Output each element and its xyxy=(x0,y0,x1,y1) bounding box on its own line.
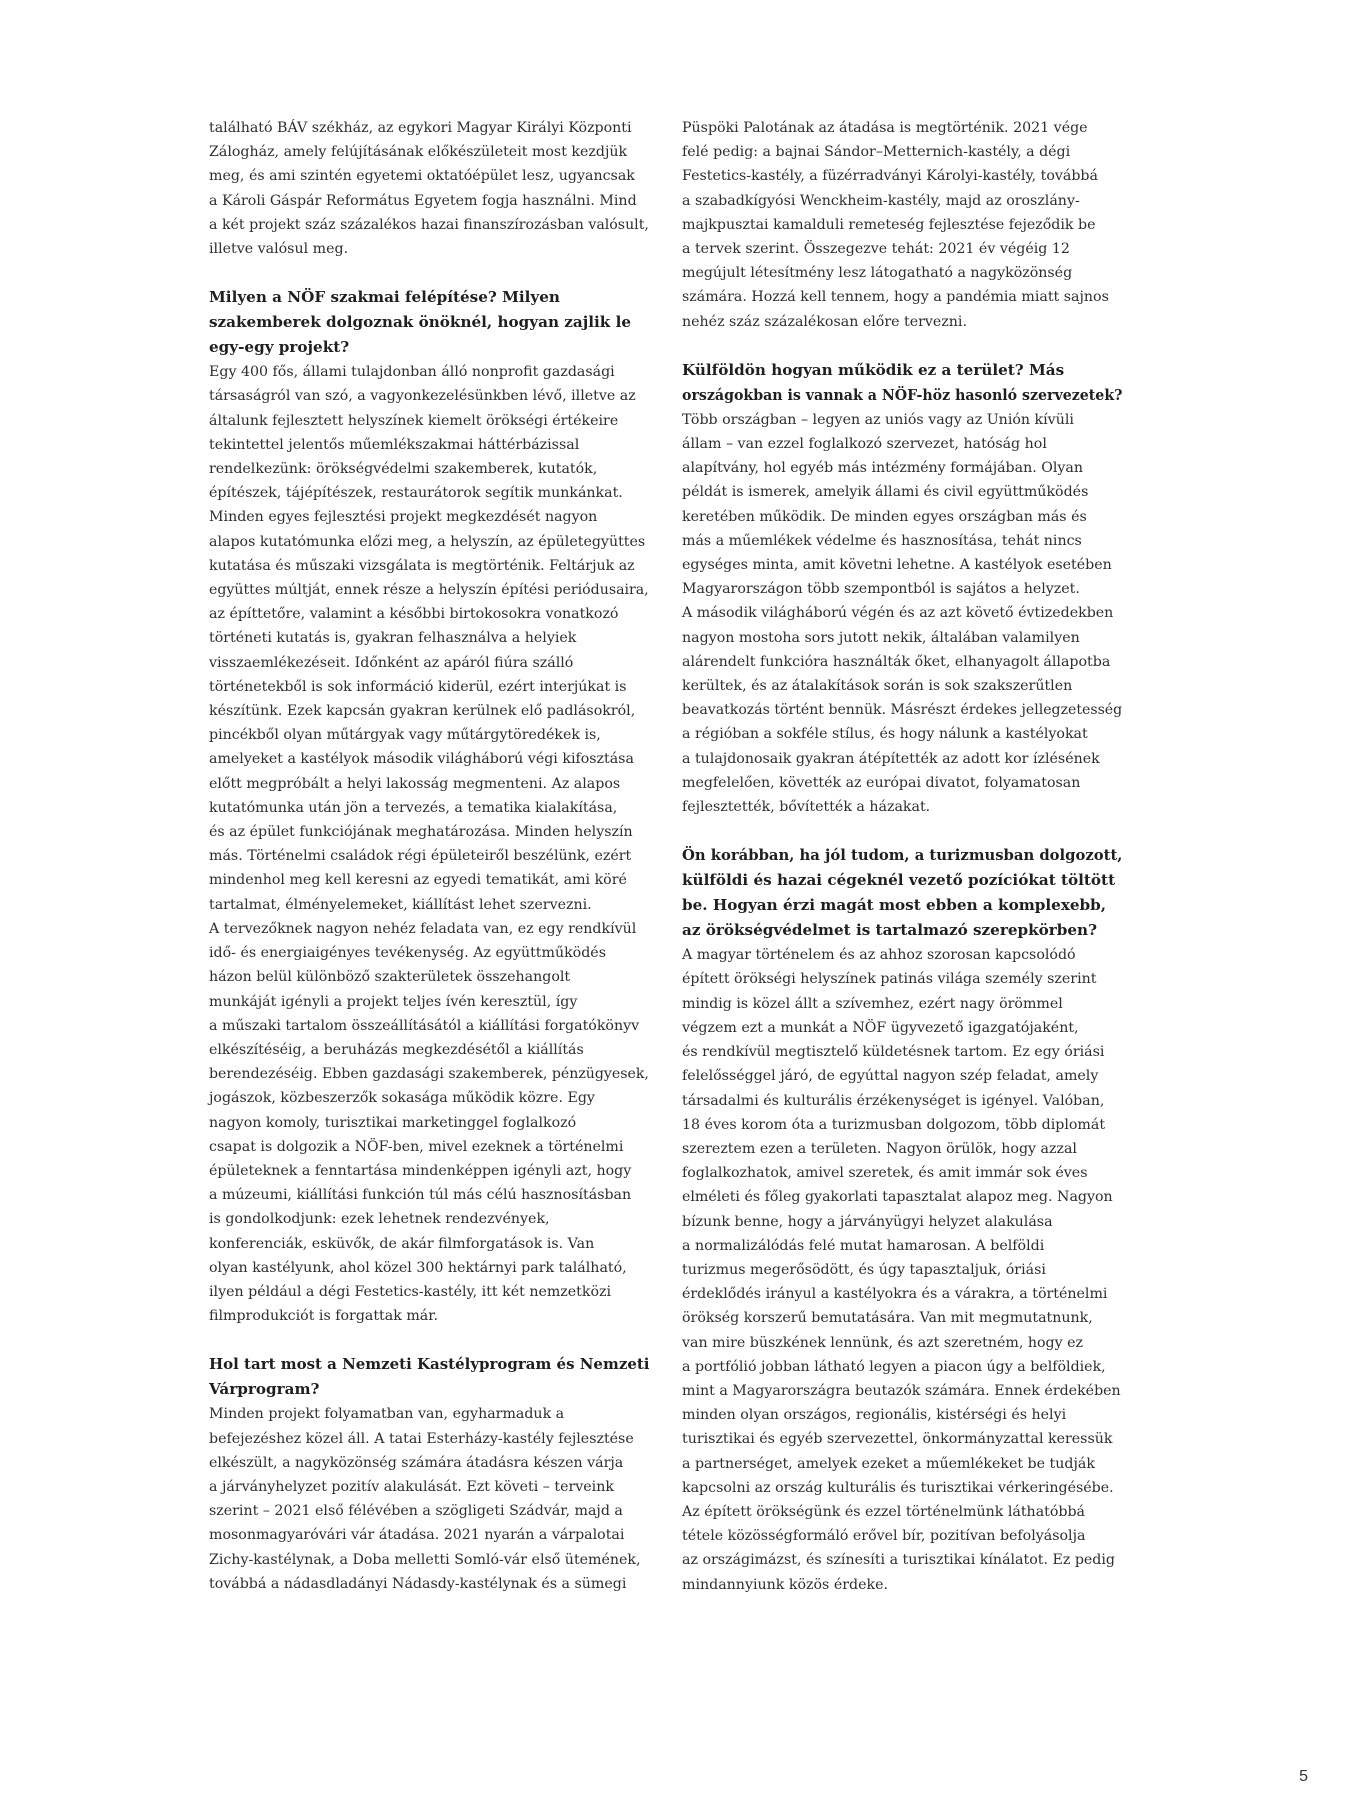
text-line: érdeklődés irányul a kastélyokra és a várakra, a történelmi xyxy=(682,1286,1108,1303)
text-line: Püspöki Palotának az átadása is megtörténik. 2021 vége xyxy=(682,120,1088,136)
text-line: együttes múltját, ennek része a helyszín építési periódusaira, xyxy=(209,582,649,599)
text-line: visszaemlékezéseit. Időnként az apáról fiúra szálló xyxy=(209,654,574,671)
text-line: idő- és energiaigényes tevékenység. Az együttműködés xyxy=(209,945,606,962)
text-line: más. Történelmi családok régi épületeiről beszélünk, ezért xyxy=(209,848,632,865)
text-line: be. Hogyan érzi magát most ebben a komplexebb, xyxy=(682,896,1107,915)
text-line: szerint – 2021 első félévében a szögligeti Szádvár, majd a xyxy=(209,1503,623,1520)
text-line: Zálogház, amely felújításának előkészületeit most kezdjük xyxy=(209,144,628,161)
intro-paragraph xyxy=(209,116,649,261)
text-line: mindannyiunk közös érdeke. xyxy=(682,1576,888,1593)
text-line: továbbá a nádasdladányi Nádasdy-kastélynak és a sümegi xyxy=(209,1575,627,1592)
text-line: A tervezőknek nagyon nehéz feladata van, ez egy rendkívül xyxy=(209,920,637,937)
text-line: konferenciák, esküvők, de akár filmforgatások is. Van xyxy=(209,1235,595,1252)
text-line: turisztikai és egyéb szervezettel, önkormányzattal keressük xyxy=(682,1431,1113,1448)
text-line: Zichy-kastélynak, a Doba melletti Somló-vár első ütemének, xyxy=(209,1551,641,1568)
text-line: Egy 400 fős, állami tulajdonban álló nonprofit gazdasági xyxy=(209,364,615,381)
text-line: Hol tart most a Nemzeti Kastélyprogram és Nemzeti xyxy=(209,1355,650,1374)
text-line: állam – van ezzel foglalkozó szervezet, hatóság hol xyxy=(682,436,1047,453)
text-line: A második világháború végén és az azt követő évtizedekben xyxy=(682,605,1114,622)
text-line: felé pedig: a bajnai Sándor–Metternich-kastély, a dégi xyxy=(682,144,1071,161)
answer-tourism-role xyxy=(682,943,1122,1596)
text-line: épített örökségi helyszínek patinás világa személy szerint xyxy=(682,971,1097,988)
text-line: csapat is dolgozik a NÖF-ben, mivel ezeknek a történelmi xyxy=(209,1138,624,1155)
answer-castle-program xyxy=(209,1402,649,1596)
text-line: illetve valósul meg. xyxy=(209,241,349,258)
spacer xyxy=(682,334,1122,358)
text-line: elméleti és főleg gyakorlati tapasztalat alapoz meg. Nagyon xyxy=(682,1189,1113,1206)
text-line: az építtetőre, valamint a későbbi birtokosokra vonatkozó xyxy=(209,606,619,623)
text-line: általunk fejlesztett helyszínek kiemelt örökségi értékeire xyxy=(209,412,619,429)
text-line: nehéz száz százalékosan előre tervezni. xyxy=(682,313,967,330)
text-line: alapítvány, hol egyéb más intézmény formájában. Olyan xyxy=(682,460,1084,477)
text-line: a szabadkígyósi Wenckheim-kastély, majd az oroszlány- xyxy=(682,192,1080,209)
text-line: egységes minta, amit követni lehetne. A kastélyok esetében xyxy=(682,557,1112,574)
text-line: számára. Hozzá kell tennem, hogy a pandémia miatt sajnos xyxy=(682,289,1109,306)
left-column xyxy=(209,116,649,1596)
question-tourism-role xyxy=(682,843,1122,943)
text-line: a műszaki tartalom összeállításától a kiállítási forgatókönyv xyxy=(209,1017,640,1034)
text-line: pincékből olyan műtárgyak vagy műtárgytöredékek is, xyxy=(209,727,601,744)
text-line: és rendkívül megtisztelő küldetésnek tartom. Ez egy óriási xyxy=(682,1044,1105,1061)
text-line: mindenhol meg kell keresni az egyedi tematikát, ami köré xyxy=(209,872,627,889)
text-line: megújult létesítmény lesz látogatható a nagyközönség xyxy=(682,265,1073,282)
text-line: Minden egyes fejlesztési projekt megkezdését nagyon xyxy=(209,509,598,526)
text-line: Külföldön hogyan működik ez a terület? Más xyxy=(682,360,1065,379)
text-line: kapcsolni az ország kulturális és turisztikai vérkeringésébe. xyxy=(682,1479,1114,1496)
text-line: minden olyan országos, regionális, kistérségi és helyi xyxy=(682,1407,1067,1424)
text-line: mindig is közel állt a szívemhez, ezért nagy örömmel xyxy=(682,995,1063,1012)
page-number: 5 xyxy=(1299,1768,1308,1785)
text-line: nagyon komoly, turisztikai marketinggel foglalkozó xyxy=(209,1114,577,1131)
text-line: a Károli Gáspár Református Egyetem fogja használni. Mind xyxy=(209,192,637,209)
text-line: készítünk. Ezek kapcsán gyakran kerülnek elő padlásokról, xyxy=(209,703,636,720)
text-line: alárendelt funkcióra használták őket, elhanyagolt állapotba xyxy=(682,653,1111,670)
text-line: Az épített örökségünk és ezzel történelmünk láthatóbbá xyxy=(682,1503,1086,1520)
text-line: megfelelően, követték az európai divatot, folyamatosan xyxy=(682,774,1081,791)
text-line: szakemberek dolgoznak önöknél, hogyan zajlik le xyxy=(209,313,632,332)
text-line: a portfólió jobban látható legyen a piacon úgy a belföldiek, xyxy=(682,1358,1106,1375)
text-line: Több országban – legyen az uniós vagy az Unión kívüli xyxy=(682,411,1074,428)
spacer xyxy=(209,261,649,285)
text-line: épületeknek a fenntartása mindenképpen igényli azt, hogy xyxy=(209,1162,632,1179)
text-line: társaságról van szó, a vagyonkezelésünkben lévő, illetve az xyxy=(209,388,636,405)
text-line: munkáját igényli a projekt teljes ívén keresztül, így xyxy=(209,993,578,1010)
text-line: Várprogram? xyxy=(209,1380,320,1399)
text-line: örökség korszerű bemutatására. Van mit megmutatnunk, xyxy=(682,1310,1093,1327)
question-abroad xyxy=(682,358,1122,408)
text-line: végzem ezt a munkát a NÖF ügyvezető igazgatójaként, xyxy=(682,1019,1079,1036)
text-line: a múzeumi, kiállítási funkción túl más célú hasznosításban xyxy=(209,1187,632,1204)
text-line: Milyen a NÖF szakmai felépítése? Milyen xyxy=(209,288,560,307)
text-line: nagyon mostoha sors jutott nekik, általában valamilyen xyxy=(682,629,1080,646)
text-line: beavatkozás történt bennük. Másrészt érdekes jellegzetesség xyxy=(682,702,1123,719)
text-line: a régióban a sokféle stílus, és hogy nálunk a kastélyokat xyxy=(682,726,1088,743)
answer-noef-structure xyxy=(209,360,649,1328)
continued-paragraph xyxy=(682,116,1122,334)
text-line: történeti kutatás is, gyakran felhasználva a helyiek xyxy=(209,630,577,647)
text-line: más a műemlékek védelme és hasznosítása, tehát nincs xyxy=(682,532,1082,549)
text-line: filmprodukciót is forgattak már. xyxy=(209,1308,438,1325)
text-line: keretében működik. De minden egyes országban más és xyxy=(682,508,1087,525)
question-noef-structure xyxy=(209,285,649,360)
text-line: turizmus megerősödött, és úgy tapasztaljuk, óriási xyxy=(682,1261,1046,1278)
text-line: a két projekt száz százalékos hazai finanszírozásban valósult, xyxy=(209,216,649,233)
spacer xyxy=(209,1328,649,1352)
text-line: foglalkozhatok, amivel szeretek, és amit immár sok éves xyxy=(682,1165,1088,1182)
text-line: építészek, tájépítészek, restaurátorok segítik munkánkat. xyxy=(209,485,623,502)
text-line: a tulajdonosaik gyakran átépítették az adott kor ízlésének xyxy=(682,750,1100,767)
text-line: kutatása és műszaki vizsgálata is megtörténik. Feltárjuk az xyxy=(209,557,635,574)
text-line: társadalmi és kulturális érzékenységet is igényel. Valóban, xyxy=(682,1092,1105,1109)
text-line: amelyeket a kastélyok második világháború végi kifosztása xyxy=(209,751,634,768)
text-line: az országimázst, és színesíti a turisztikai kínálatot. Ez pedig xyxy=(682,1552,1116,1569)
text-line: fejlesztették, bővítették a házakat. xyxy=(682,799,931,816)
text-line: történetekből is sok információ kiderül, ezért interjúkat is xyxy=(209,678,627,695)
text-line: ilyen például a dégi Festetics-kastély, itt két nemzetközi xyxy=(209,1283,612,1300)
text-line: elkészítéséig, a beruházás megkezdésétől a kiállítás xyxy=(209,1041,584,1058)
text-line: a partnerséget, amelyek ezeket a műemlékeket be tudják xyxy=(682,1455,1095,1472)
question-castle-program xyxy=(209,1352,649,1402)
text-line: elkészült, a nagyközönség számára átadásra készen várja xyxy=(209,1454,624,1471)
text-line: van mire büszkének lennünk, és azt szeretném, hogy ez xyxy=(682,1334,1084,1351)
text-line: mint a Magyarországra beutazók számára. Ennek érdekében xyxy=(682,1382,1121,1399)
text-line: 18 éves korom óta a turizmusban dolgozom, több diplomát xyxy=(682,1116,1106,1133)
text-line: Festetics-kastély, a füzérradványi Károlyi-kastély, továbbá xyxy=(682,168,1098,185)
text-line: alapos kutatómunka előzi meg, a helyszín, az épületegyüttes xyxy=(209,533,646,550)
text-line: és az épület funkciójának meghatározása. Minden helyszín xyxy=(209,824,633,841)
text-line: az örökségvédelmet is tartalmazó szerepkörben? xyxy=(682,921,1097,940)
text-line: tétele közösségformáló erővel bír, pozitívan befolyásolja xyxy=(682,1528,1086,1545)
right-column xyxy=(682,116,1122,1597)
text-line: a normalizálódás felé mutat hamarosan. A belföldi xyxy=(682,1237,1045,1254)
text-line: mosonmagyaróvári vár átadása. 2021 nyarán a várpalotai xyxy=(209,1527,625,1544)
text-line: tartalmat, élményelemeket, kiállítást lehet szervezni. xyxy=(209,896,592,913)
text-line: található BÁV székház, az egykori Magyar Királyi Központi xyxy=(209,120,632,136)
text-line: majkpusztai kamalduli remeteség fejlesztése fejeződik be xyxy=(682,216,1096,233)
text-line: bízunk benne, hogy a járványügyi helyzet alakulása xyxy=(682,1213,1053,1230)
text-line: tekintettel jelentős műemlékszakmai háttérbázissal xyxy=(209,436,580,453)
text-line: jogászok, közbeszerzők sokasága működik közre. Egy xyxy=(209,1090,595,1107)
text-line: Minden projekt folyamatban van, egyharmaduk a xyxy=(209,1406,565,1423)
text-line: is gondolkodjunk: ezek lehetnek rendezvények, xyxy=(209,1211,550,1228)
text-line: Magyarországon több szempontból is sajátos a helyzet. xyxy=(682,581,1080,598)
text-line: előtt megpróbált a helyi lakosság megmenteni. Az alapos xyxy=(209,775,621,792)
text-line: felelősséggel járó, de egyúttal nagyon szép feladat, amely xyxy=(682,1068,1099,1085)
text-line: országokban is vannak a NÖF-höz hasonló szervezetek? xyxy=(682,385,1123,404)
text-line: a tervek szerint. Összegezve tehát: 2021 év végéig 12 xyxy=(682,241,1070,258)
text-line: kutatómunka után jön a tervezés, a tematika kialakítása, xyxy=(209,799,618,816)
text-line: egy-egy projekt? xyxy=(209,338,350,357)
spacer xyxy=(682,819,1122,843)
text-line: olyan kastélyunk, ahol közel 300 hektárnyi park található, xyxy=(209,1259,627,1276)
text-line: a járványhelyzet pozitív alakulását. Ezt követi – terveink xyxy=(209,1478,614,1495)
text-line: meg, és ami szintén egyetemi oktatóépület lesz, ugyancsak xyxy=(209,168,635,185)
text-line: befejezéshez közel áll. A tatai Esterházy-kastély fejlesztése xyxy=(209,1430,634,1447)
text-line: példát is ismerek, amelyik állami és civil együttműködés xyxy=(682,484,1089,501)
text-line: külföldi és hazai cégeknél vezető pozíciókat töltött xyxy=(682,871,1116,890)
text-line: kerültek, és az átalakítások során is sok szakszerűtlen xyxy=(682,678,1073,695)
text-line: Ön korábban, ha jól tudom, a turizmusban dolgozott, xyxy=(682,846,1123,865)
text-line: A magyar történelem és az ahhoz szorosan kapcsolódó xyxy=(682,947,1076,964)
text-line: házon belül különböző szakterületek összehangolt xyxy=(209,969,571,986)
text-line: rendelkezünk: örökségvédelmi szakemberek, kutatók, xyxy=(209,461,598,478)
text-line: berendezéséig. Ebben gazdasági szakemberek, pénzügyesek, xyxy=(209,1066,649,1083)
text-line: szereztem ezen a területen. Nagyon örülök, hogy azzal xyxy=(682,1140,1077,1157)
answer-abroad xyxy=(682,408,1122,819)
